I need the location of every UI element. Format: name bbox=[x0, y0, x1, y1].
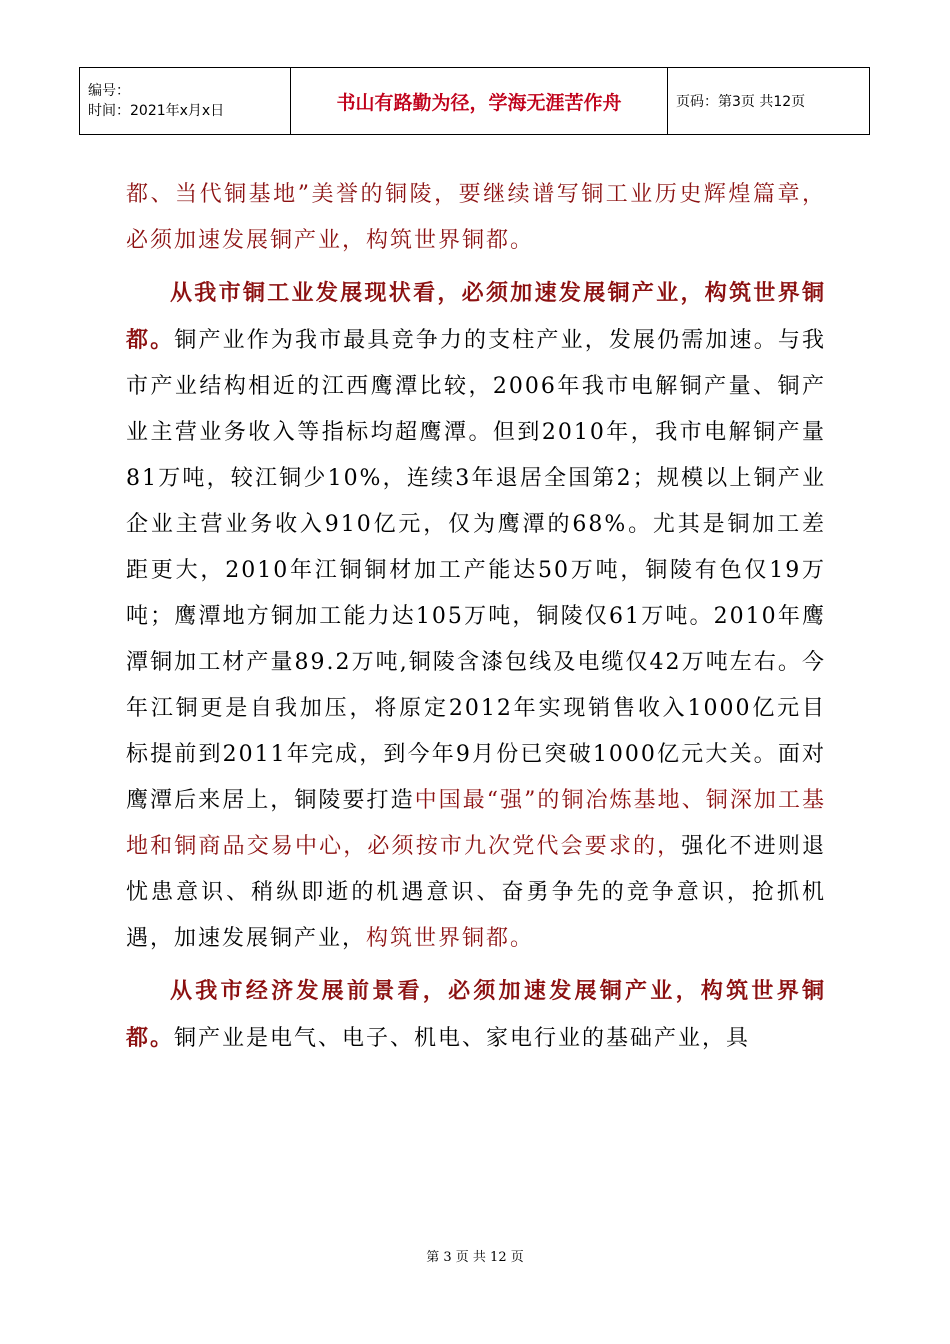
header-motto: 书山有路勤为径，学海无涯苦作舟 bbox=[291, 68, 668, 135]
paragraph-continuation: 都、当代铜基地”美誉的铜陵，要继续谱写铜工业历史辉煌篇章，必须加速发展铜产业，构筑世界铜都。 bbox=[126, 182, 826, 253]
paragraph-text-highlight: 中国最“强”的铜冶炼基地、铜深加工基地和铜商品交易中心，必须按市九次党代会要求的， bbox=[126, 788, 826, 859]
document-number-label: 编号： bbox=[88, 83, 130, 99]
paragraph-text: 铜产业是电气、电子、机电、家电行业的基础产业，具 bbox=[174, 1026, 751, 1051]
header-page-info: 页码：第3页 共12页 bbox=[668, 68, 870, 135]
paragraph-heading: 从我市铜工业发展现状看，必须加速发展铜产业，构筑世界铜都。 bbox=[126, 280, 826, 353]
paragraph-text-highlight: 构筑世界铜都。 bbox=[366, 926, 535, 951]
paragraph-text: 铜产业作为我市最具竞争力的支柱产业，发展仍需加速。与我市产业结构相近的江西鹰潭比较，2006年我市电解铜产量、铜产业主营业务收入等指标均超鹰潭。但到2010年，我市电解铜产量81万吨，较江铜少10%，连续3年退居全国第2；规模以上铜产业企业主营业务收入910亿元，仅为鹰潭的68%。尤其是铜加工差距更大，2010年江铜铜材加工产能达50万吨，铜陵有色仅19万吨；鹰潭地方铜加工能力达105万吨，铜陵仅61万吨。2010年鹰潭铜加工材产量89.2万吨,铜陵含漆包线及电缆仅42万吨左右。今年江铜更是自我加压，将原定2012年实现销售收入1000亿元目标提前到2011年完成，到今年9月份已突破1000亿元大关。面对鹰潭后来居上，铜陵要打造 bbox=[126, 328, 826, 813]
page-footer: 第 3 页 共 12 页 bbox=[426, 1250, 524, 1265]
paragraph-text: 强化不进则退忧患意识、稍纵即逝的机遇意识、奋勇争先的竞争意识，抢抓机遇，加速发展铜产业， bbox=[126, 834, 826, 951]
header-left-cell bbox=[80, 68, 291, 135]
document-body bbox=[126, 172, 826, 1062]
document-header bbox=[79, 67, 870, 135]
paragraph-heading: 从我市经济发展前景看，必须加速发展铜产业，构筑世界铜都。 bbox=[126, 978, 826, 1051]
document-date-label: 时间：2021年x月x日 bbox=[88, 103, 225, 119]
paragraph-current-status bbox=[126, 270, 826, 962]
paragraph-economic-outlook bbox=[126, 968, 826, 1062]
